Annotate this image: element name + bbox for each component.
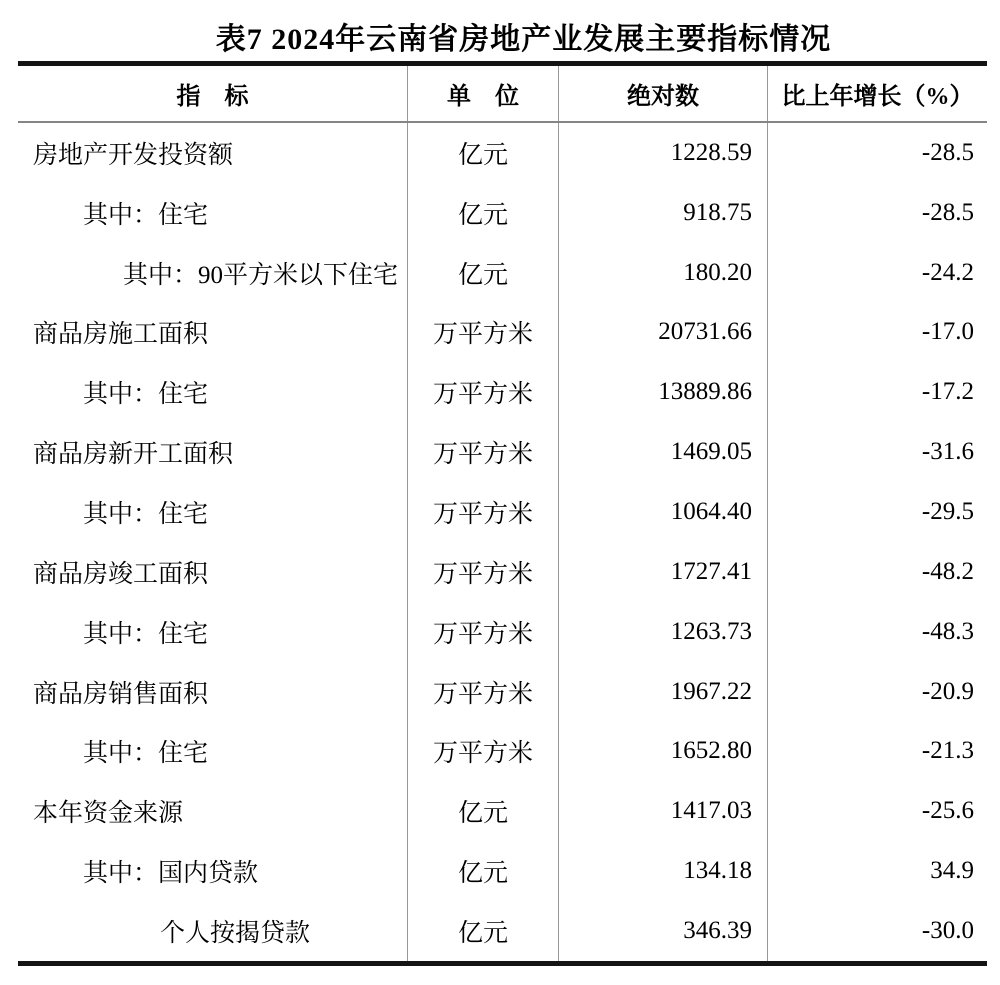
cell-indicator: 个人按揭贷款: [18, 901, 408, 961]
cell-absolute: 1263.73: [559, 602, 768, 662]
table-row: [18, 422, 987, 482]
table-row: [18, 602, 987, 662]
cell-absolute: 20731.66: [559, 303, 768, 363]
cell-absolute: 134.18: [559, 841, 768, 901]
cell-indicator: 房地产开发投资额: [18, 123, 408, 183]
cell-growth: -31.6: [921, 438, 974, 466]
cell-growth: -17.2: [921, 378, 974, 406]
cell-indicator: 商品房竣工面积: [18, 542, 408, 602]
cell-growth: -25.6: [921, 797, 974, 825]
cell-unit: 万平方米: [408, 362, 559, 422]
cell-unit: 亿元: [408, 841, 559, 901]
cell-absolute: 1469.05: [559, 422, 768, 482]
cell-absolute: 918.75: [559, 183, 768, 243]
cell-absolute: 1417.03: [559, 781, 768, 841]
cell-indicator: 其中：国内贷款: [18, 841, 408, 901]
cell-indicator: 其中：住宅: [18, 482, 408, 542]
cell-indicator: 商品房施工面积: [18, 303, 408, 363]
cell-growth: -28.5: [921, 138, 974, 166]
table-row: [18, 362, 987, 422]
table-bottom-border: [18, 961, 987, 966]
cell-unit: 亿元: [408, 901, 559, 961]
cell-unit: 万平方米: [408, 602, 559, 662]
table-row: [18, 901, 987, 961]
cell-indicator: 其中：住宅: [18, 721, 408, 781]
table-row: [18, 781, 987, 841]
cell-growth: -17.0: [921, 318, 974, 346]
cell-unit: 万平方米: [408, 482, 559, 542]
cell-indicator: 商品房新开工面积: [18, 422, 408, 482]
cell-indicator: 其中：住宅: [18, 183, 408, 243]
cell-absolute: 346.39: [559, 901, 768, 961]
cell-indicator: 商品房销售面积: [18, 662, 408, 722]
cell-indicator: 其中：90平方米以下住宅: [18, 243, 408, 303]
table-row: [18, 243, 987, 303]
cell-unit: 亿元: [408, 183, 559, 243]
cell-indicator: 其中：住宅: [18, 362, 408, 422]
cell-growth: -29.5: [921, 497, 974, 525]
cell-absolute: 13889.86: [559, 362, 768, 422]
cell-absolute: 1727.41: [559, 542, 768, 602]
cell-absolute: 1228.59: [559, 123, 768, 183]
table-title: 表7 2024年云南省房地产业发展主要指标情况: [215, 23, 832, 56]
cell-unit: 万平方米: [408, 662, 559, 722]
cell-unit: 万平方米: [408, 303, 559, 363]
cell-growth: -48.2: [921, 557, 974, 585]
cell-unit: 亿元: [408, 781, 559, 841]
cell-absolute: 1064.40: [559, 482, 768, 542]
column-header-indicator: 指 标: [18, 66, 408, 121]
table-body: [18, 123, 987, 961]
table-row: [18, 542, 987, 602]
cell-unit: 万平方米: [408, 542, 559, 602]
cell-unit: 亿元: [408, 243, 559, 303]
indicators-table: [18, 61, 987, 966]
cell-absolute: 180.20: [559, 243, 768, 303]
column-header-unit: 单 位: [408, 66, 559, 121]
cell-growth: -21.3: [921, 737, 974, 765]
table-row: [18, 841, 987, 901]
table-row: [18, 123, 987, 183]
table-row: [18, 721, 987, 781]
column-header-growth: 比上年增长（%）: [781, 84, 974, 110]
cell-indicator: 本年资金来源: [18, 781, 408, 841]
table-row: [18, 183, 987, 243]
cell-unit: 万平方米: [408, 721, 559, 781]
cell-growth: -24.2: [921, 258, 974, 286]
table-header-row: [18, 66, 987, 123]
table-row: [18, 662, 987, 722]
cell-absolute: 1652.80: [559, 721, 768, 781]
cell-indicator: 其中：住宅: [18, 602, 408, 662]
cell-growth: -30.0: [921, 916, 974, 944]
cell-absolute: 1967.22: [559, 662, 768, 722]
table-row: [18, 303, 987, 363]
cell-unit: 亿元: [408, 123, 559, 183]
table-row: [18, 482, 987, 542]
cell-unit: 万平方米: [408, 422, 559, 482]
cell-growth: -28.5: [921, 198, 974, 226]
cell-growth: -20.9: [921, 677, 974, 705]
column-header-absolute: 绝对数: [559, 66, 768, 121]
cell-growth: 34.9: [930, 857, 974, 885]
cell-growth: -48.3: [921, 617, 974, 645]
